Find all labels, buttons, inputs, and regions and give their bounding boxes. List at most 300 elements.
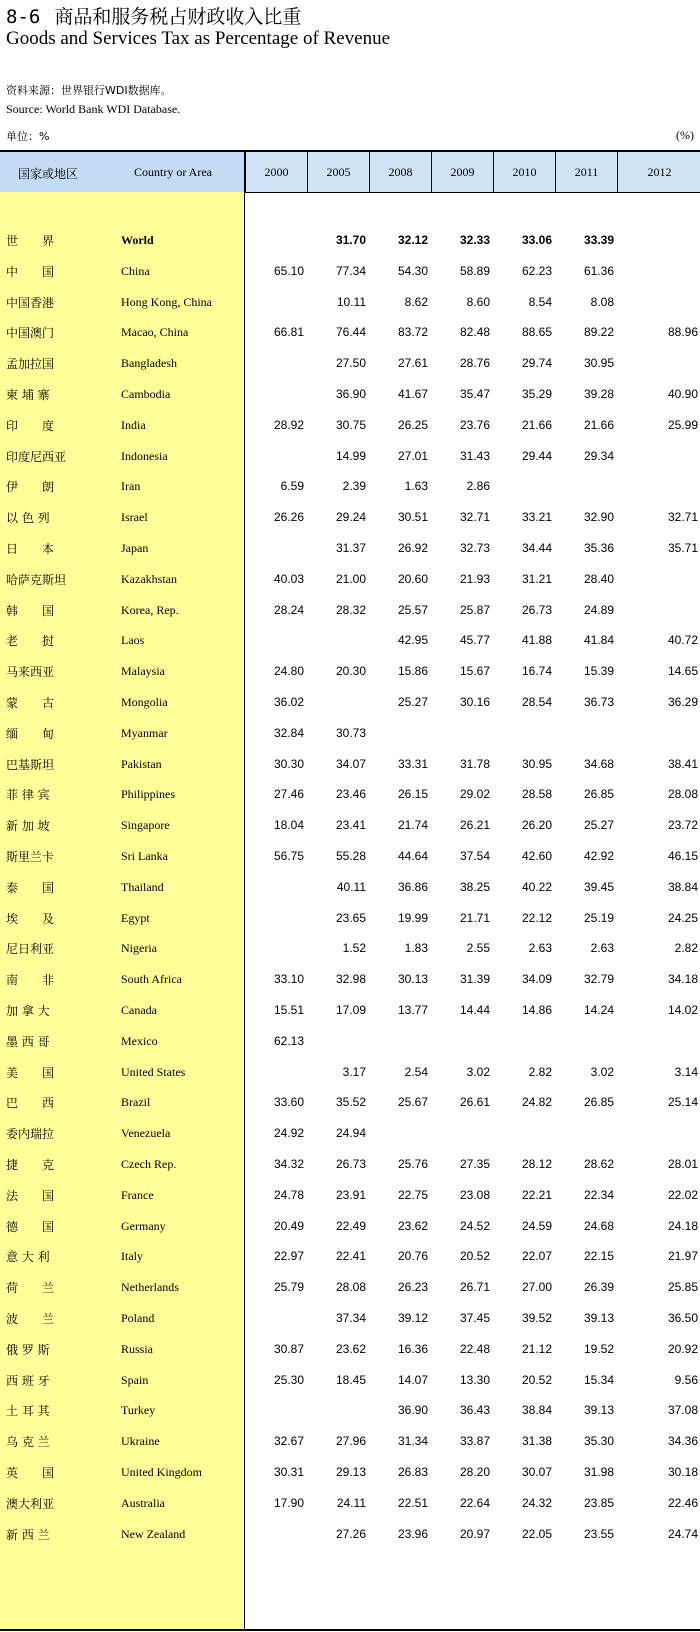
value-cell: 14.07 — [397, 1372, 428, 1387]
value-cell: 26.71 — [459, 1280, 490, 1295]
value-cell: 24.32 — [521, 1495, 552, 1510]
value-cell: 29.24 — [335, 510, 366, 525]
country-name-en: Pakistan — [121, 756, 162, 771]
country-name-cn: 捷 克 — [6, 1158, 55, 1172]
value-cell: 32.73 — [459, 541, 490, 555]
country-name-en: France — [121, 1187, 154, 1202]
country-name-cn: 荷 兰 — [6, 1281, 55, 1296]
country-name-cn: 菲 律 宾 — [6, 788, 50, 803]
value-cell: 25.30 — [273, 1372, 304, 1387]
value-cell: 26.21 — [459, 818, 490, 833]
country-name-cn: 柬 埔 寨 — [6, 388, 50, 402]
value-cell: 30.73 — [335, 725, 366, 740]
value-cell: 30.18 — [667, 1465, 698, 1479]
value-cell: 35.29 — [521, 387, 552, 401]
value-cell: 66.81 — [273, 325, 304, 340]
value-cell: 20.60 — [397, 571, 428, 586]
country-name-en: Singapore — [121, 818, 170, 833]
country-name-en: World — [121, 233, 154, 247]
table-row — [0, 256, 700, 288]
value-cell: 28.12 — [521, 1157, 552, 1171]
value-cell: 40.11 — [336, 879, 366, 894]
value-cell: 26.39 — [583, 1280, 614, 1295]
country-name-en: Japan — [121, 541, 149, 555]
value-cell: 26.92 — [397, 541, 428, 555]
value-cell: 54.30 — [397, 263, 428, 278]
value-cell: 10.11 — [336, 294, 366, 309]
value-cell: 32.98 — [335, 972, 366, 987]
value-cell: 34.07 — [335, 756, 366, 771]
value-cell: 23.96 — [397, 1526, 428, 1541]
value-cell: 19.99 — [397, 910, 428, 925]
table-row — [0, 1241, 700, 1273]
country-name-cn: 墨 西 哥 — [6, 1034, 50, 1049]
value-cell: 22.64 — [459, 1495, 490, 1510]
value-cell: 35.52 — [335, 1095, 366, 1110]
value-cell: 25.85 — [667, 1280, 698, 1295]
value-cell: 24.74 — [667, 1526, 698, 1541]
value-cell: 33.06 — [521, 233, 552, 247]
value-cell: 9.56 — [674, 1372, 698, 1387]
value-cell: 28.54 — [521, 695, 552, 709]
value-cell: 30.75 — [335, 417, 366, 432]
value-cell: 31.37 — [335, 541, 366, 555]
value-cell: 25.79 — [273, 1280, 304, 1295]
value-cell: 30.95 — [521, 756, 552, 771]
value-cell: 38.41 — [667, 756, 698, 771]
value-cell: 22.41 — [335, 1249, 366, 1264]
table-row — [0, 933, 700, 965]
value-cell: 34.18 — [667, 972, 698, 987]
value-cell: 31.43 — [459, 448, 490, 463]
country-name-en: Netherlands — [121, 1280, 179, 1295]
value-cell: 27.26 — [335, 1526, 366, 1541]
table-row — [0, 1057, 700, 1089]
value-cell: 88.65 — [521, 325, 552, 340]
table-row — [0, 964, 700, 996]
value-cell: 1.63 — [404, 479, 428, 494]
table-number: 8-6 — [6, 6, 41, 28]
value-cell: 28.08 — [667, 787, 698, 802]
header-year: 2008 — [369, 152, 431, 192]
value-cell: 39.52 — [521, 1311, 552, 1325]
country-name-en: China — [121, 263, 150, 278]
country-name-cn: 意 大 利 — [6, 1250, 50, 1265]
value-cell: 38.84 — [667, 879, 698, 894]
country-name-en: United States — [121, 1064, 186, 1079]
country-name-en: Mexico — [121, 1033, 158, 1048]
table-row — [0, 317, 700, 349]
country-name-en: Israel — [121, 510, 148, 525]
value-cell: 28.32 — [335, 602, 366, 617]
value-cell: 65.10 — [273, 263, 304, 278]
value-cell: 17.09 — [335, 1003, 366, 1017]
country-name-cn: 印度尼西亚 — [6, 449, 67, 464]
value-cell: 24.18 — [667, 1218, 698, 1233]
value-cell: 15.39 — [583, 664, 614, 679]
country-name-en: Laos — [121, 633, 145, 648]
table-row — [0, 1457, 700, 1489]
value-cell: 22.02 — [667, 1187, 698, 1202]
value-cell: 58.89 — [459, 263, 490, 278]
country-name-en: Poland — [121, 1311, 155, 1325]
header-country-cell — [0, 152, 245, 192]
value-cell: 33.10 — [273, 972, 304, 987]
value-cell: 19.52 — [583, 1341, 614, 1356]
value-cell: 25.57 — [397, 602, 428, 617]
value-cell: 24.92 — [273, 1126, 304, 1141]
value-cell: 28.92 — [273, 417, 304, 432]
value-cell: 62.13 — [273, 1033, 304, 1048]
country-name-en: Canada — [121, 1003, 157, 1017]
country-name-cn: 中国香港 — [6, 295, 55, 310]
value-cell: 39.45 — [583, 879, 614, 894]
value-cell: 27.46 — [273, 787, 304, 802]
value-cell: 30.51 — [397, 510, 428, 525]
value-cell: 24.80 — [273, 664, 304, 679]
country-name-en: Nigeria — [121, 941, 157, 956]
value-cell: 34.68 — [583, 756, 614, 771]
value-cell: 38.84 — [521, 1403, 552, 1418]
value-cell: 3.14 — [674, 1064, 698, 1079]
value-cell: 23.91 — [335, 1187, 366, 1202]
country-name-cn: 哈萨克斯坦 — [6, 572, 67, 587]
value-cell: 24.52 — [459, 1218, 490, 1233]
value-cell: 31.78 — [459, 756, 490, 771]
table-row — [0, 1272, 700, 1304]
value-cell: 88.96 — [667, 325, 698, 340]
value-cell: 22.12 — [521, 910, 552, 925]
value-cell: 27.50 — [335, 356, 366, 371]
value-cell: 32.67 — [273, 1434, 304, 1449]
value-cell: 40.22 — [521, 879, 552, 894]
table-row — [0, 225, 700, 257]
country-name-en: Korea, Rep. — [121, 602, 179, 617]
value-cell: 39.13 — [583, 1403, 614, 1418]
value-cell: 26.85 — [583, 787, 614, 802]
country-name-en: Kazakhstan — [121, 571, 177, 586]
value-cell: 13.30 — [459, 1372, 490, 1387]
value-cell: 2.63 — [528, 941, 552, 956]
value-cell: 30.31 — [273, 1465, 304, 1479]
value-cell: 23.62 — [335, 1341, 366, 1356]
header-year: 2010 — [493, 152, 555, 192]
country-name-en: United Kingdom — [121, 1465, 202, 1479]
country-name-cn: 委内瑞拉 — [6, 1127, 55, 1142]
table-row — [0, 502, 700, 534]
value-cell: 28.24 — [273, 602, 304, 617]
value-cell: 31.38 — [521, 1434, 552, 1449]
country-name-cn: 埃 及 — [6, 911, 55, 926]
country-name-cn: 新 西 兰 — [6, 1527, 50, 1542]
value-cell: 29.74 — [521, 356, 552, 371]
value-cell: 27.01 — [397, 448, 428, 463]
value-cell: 37.45 — [459, 1311, 490, 1325]
country-name-en: Venezuela — [121, 1126, 171, 1141]
value-cell: 21.93 — [459, 571, 490, 586]
header-country-cn: 国家或地区 — [18, 167, 79, 181]
value-cell: 14.86 — [521, 1003, 552, 1017]
table-row — [0, 718, 700, 750]
value-cell: 23.08 — [459, 1187, 490, 1202]
value-cell: 21.12 — [521, 1341, 552, 1356]
value-cell: 22.46 — [667, 1495, 698, 1510]
value-cell: 26.26 — [273, 510, 304, 525]
country-name-cn: 缅 甸 — [6, 726, 55, 741]
country-name-en: Thailand — [121, 879, 164, 894]
value-cell: 30.07 — [521, 1465, 552, 1479]
country-name-en: Malaysia — [121, 664, 165, 679]
table-row — [0, 410, 700, 442]
value-cell: 31.21 — [521, 571, 552, 586]
country-name-en: India — [121, 417, 146, 432]
table-row — [0, 348, 700, 380]
value-cell: 32.12 — [397, 233, 428, 247]
value-cell: 36.86 — [397, 879, 428, 894]
page-title-en: Goods and Services Tax as Percentage of Revenue — [6, 28, 390, 49]
value-cell: 29.44 — [521, 448, 552, 463]
value-cell: 24.82 — [521, 1095, 552, 1110]
value-cell: 35.71 — [667, 541, 698, 555]
table-row — [0, 1118, 700, 1150]
value-cell: 30.30 — [273, 756, 304, 771]
table-row — [0, 872, 700, 904]
value-cell: 35.36 — [583, 541, 614, 555]
value-cell: 39.28 — [583, 387, 614, 401]
value-cell: 16.36 — [397, 1341, 428, 1356]
table-row — [0, 687, 700, 719]
country-name-en: Cambodia — [121, 387, 171, 401]
table-row — [0, 441, 700, 473]
value-cell: 20.97 — [459, 1526, 490, 1541]
table-row — [0, 1488, 700, 1520]
country-name-cn: 日 本 — [6, 542, 55, 556]
header-country-en: Country or Area — [134, 165, 212, 179]
value-cell: 29.02 — [459, 787, 490, 802]
value-cell: 26.61 — [459, 1095, 490, 1110]
value-cell: 8.60 — [466, 294, 490, 309]
value-cell: 27.61 — [397, 356, 428, 371]
table-row — [0, 533, 700, 565]
table-row — [0, 1026, 700, 1058]
value-cell: 21.97 — [667, 1249, 698, 1264]
source-note-en: Source: World Bank WDI Database. — [6, 102, 181, 116]
value-cell: 36.02 — [273, 695, 304, 709]
country-name-en: Sri Lanka — [121, 849, 168, 863]
value-cell: 36.29 — [667, 695, 698, 709]
value-cell: 25.99 — [667, 417, 698, 432]
value-cell: 21.66 — [521, 417, 552, 432]
value-cell: 20.52 — [521, 1372, 552, 1387]
value-cell: 34.09 — [521, 972, 552, 987]
value-cell: 2.86 — [466, 479, 490, 494]
value-cell: 34.32 — [273, 1157, 304, 1171]
country-name-en: Turkey — [121, 1403, 156, 1418]
value-cell: 20.49 — [273, 1218, 304, 1233]
value-cell: 42.60 — [521, 849, 552, 863]
value-cell: 15.34 — [583, 1372, 614, 1387]
value-cell: 18.45 — [335, 1372, 366, 1387]
value-cell: 31.98 — [583, 1465, 614, 1479]
value-cell: 32.79 — [583, 972, 614, 987]
table-row — [0, 1149, 700, 1181]
value-cell: 15.67 — [459, 664, 490, 679]
value-cell: 33.31 — [397, 756, 428, 771]
table-row — [0, 903, 700, 935]
value-cell: 26.73 — [335, 1157, 366, 1171]
table-row — [0, 625, 700, 657]
value-cell: 38.25 — [459, 879, 490, 894]
country-name-cn: 尼日利亚 — [6, 942, 55, 957]
value-cell: 26.23 — [397, 1280, 428, 1295]
value-cell: 21.00 — [335, 571, 366, 586]
value-cell: 8.54 — [528, 294, 552, 309]
country-name-cn: 巴基斯坦 — [6, 757, 55, 772]
value-cell: 1.52 — [342, 941, 366, 956]
table-row — [0, 1426, 700, 1458]
value-cell: 37.08 — [667, 1403, 698, 1418]
country-name-cn: 澳大利亚 — [6, 1496, 55, 1511]
value-cell: 30.87 — [273, 1341, 304, 1356]
value-cell: 20.30 — [335, 664, 366, 679]
value-cell: 22.07 — [521, 1249, 552, 1264]
country-name-en: Russia — [121, 1341, 154, 1356]
country-name-cn: 韩 国 — [6, 603, 55, 618]
value-cell: 14.02 — [667, 1003, 698, 1017]
table-row — [0, 1519, 700, 1551]
unit-label: 单位：% — [6, 130, 50, 143]
country-name-en: Myanmar — [121, 725, 168, 740]
value-cell: 28.76 — [459, 356, 490, 371]
value-cell: 25.14 — [667, 1095, 698, 1110]
value-cell: 37.54 — [459, 849, 490, 863]
value-cell: 36.73 — [583, 695, 614, 709]
value-cell: 15.86 — [397, 664, 428, 679]
value-cell: 28.20 — [459, 1465, 490, 1479]
table-row — [0, 1180, 700, 1212]
value-cell: 22.49 — [335, 1218, 366, 1233]
table-row — [0, 595, 700, 627]
value-cell: 2.54 — [404, 1064, 428, 1079]
value-cell: 27.35 — [459, 1157, 490, 1171]
table-row — [0, 656, 700, 688]
table-row — [0, 1211, 700, 1243]
value-cell: 30.13 — [397, 972, 428, 987]
value-cell: 24.78 — [273, 1187, 304, 1202]
country-name-en: New Zealand — [121, 1526, 186, 1541]
value-cell: 35.47 — [459, 387, 490, 401]
value-cell: 22.48 — [459, 1341, 490, 1356]
value-cell: 8.62 — [404, 294, 428, 309]
value-cell: 14.65 — [667, 664, 698, 679]
value-cell: 26.83 — [397, 1465, 428, 1479]
value-cell: 36.50 — [667, 1311, 698, 1325]
value-cell: 39.13 — [583, 1311, 614, 1325]
value-cell: 14.99 — [335, 448, 366, 463]
value-cell: 17.90 — [273, 1495, 304, 1510]
value-cell: 23.41 — [335, 818, 366, 833]
country-name-en: Spain — [121, 1372, 149, 1387]
unit-symbol: (%) — [676, 128, 694, 142]
value-cell: 40.72 — [667, 633, 698, 648]
value-cell: 25.87 — [459, 602, 490, 617]
table-row — [0, 471, 700, 503]
country-name-cn: 泰 国 — [6, 880, 55, 895]
country-name-cn: 西 班 牙 — [6, 1373, 50, 1388]
value-cell: 21.71 — [459, 910, 490, 925]
table-row — [0, 287, 700, 319]
value-cell: 26.20 — [521, 818, 552, 833]
value-cell: 28.62 — [583, 1157, 614, 1171]
value-cell: 24.89 — [583, 602, 614, 617]
value-cell: 55.28 — [335, 849, 366, 863]
value-cell: 32.33 — [459, 233, 490, 247]
value-cell: 37.34 — [335, 1311, 366, 1325]
value-cell: 32.71 — [667, 510, 698, 525]
country-name-cn: 伊 朗 — [6, 480, 55, 495]
value-cell: 41.84 — [583, 633, 614, 648]
value-cell: 33.87 — [459, 1434, 490, 1449]
value-cell: 30.95 — [583, 356, 614, 371]
value-cell: 13.77 — [397, 1003, 428, 1017]
value-cell: 23.76 — [459, 417, 490, 432]
value-cell: 24.11 — [336, 1495, 366, 1510]
value-cell: 25.19 — [583, 910, 614, 925]
country-name-en: Ukraine — [121, 1434, 160, 1449]
value-cell: 23.46 — [335, 787, 366, 802]
value-cell: 28.58 — [521, 787, 552, 802]
value-cell: 41.67 — [397, 387, 428, 401]
value-cell: 3.02 — [466, 1064, 490, 1079]
country-name-en: Philippines — [121, 787, 176, 802]
table-header — [0, 150, 700, 193]
page-title-cn — [6, 2, 301, 29]
value-cell: 26.15 — [397, 787, 428, 802]
value-cell: 33.39 — [583, 233, 614, 247]
country-name-en: Indonesia — [121, 448, 168, 463]
title-cn-text: 商品和服务税占财政收入比重 — [54, 6, 302, 28]
table-row — [0, 1334, 700, 1366]
value-cell: 21.66 — [583, 417, 614, 432]
country-name-en: Bangladesh — [121, 356, 177, 371]
value-cell: 1.83 — [404, 941, 428, 956]
value-cell: 18.04 — [273, 818, 304, 833]
value-cell: 83.72 — [397, 325, 428, 340]
country-name-en: Iran — [121, 479, 141, 494]
value-cell: 25.27 — [397, 695, 428, 709]
value-cell: 32.90 — [583, 510, 614, 525]
value-cell: 27.96 — [335, 1434, 366, 1449]
value-cell: 31.34 — [397, 1434, 428, 1449]
value-cell: 40.03 — [273, 571, 304, 586]
value-cell: 34.44 — [521, 541, 552, 555]
country-name-en: Australia — [121, 1495, 165, 1510]
value-cell: 26.25 — [397, 417, 428, 432]
value-cell: 8.08 — [590, 294, 614, 309]
country-name-cn: 土 耳 其 — [6, 1404, 50, 1419]
value-cell: 27.00 — [521, 1280, 552, 1295]
value-cell: 25.67 — [397, 1095, 428, 1110]
country-name-cn: 德 国 — [6, 1219, 55, 1234]
country-name-cn: 英 国 — [6, 1466, 55, 1480]
value-cell: 34.36 — [667, 1434, 698, 1449]
country-name-cn: 印 度 — [6, 418, 55, 433]
value-cell: 23.65 — [335, 910, 366, 925]
value-cell: 16.74 — [521, 664, 552, 679]
value-cell: 26.73 — [521, 602, 552, 617]
value-cell: 24.68 — [583, 1218, 614, 1233]
table-row — [0, 379, 700, 411]
